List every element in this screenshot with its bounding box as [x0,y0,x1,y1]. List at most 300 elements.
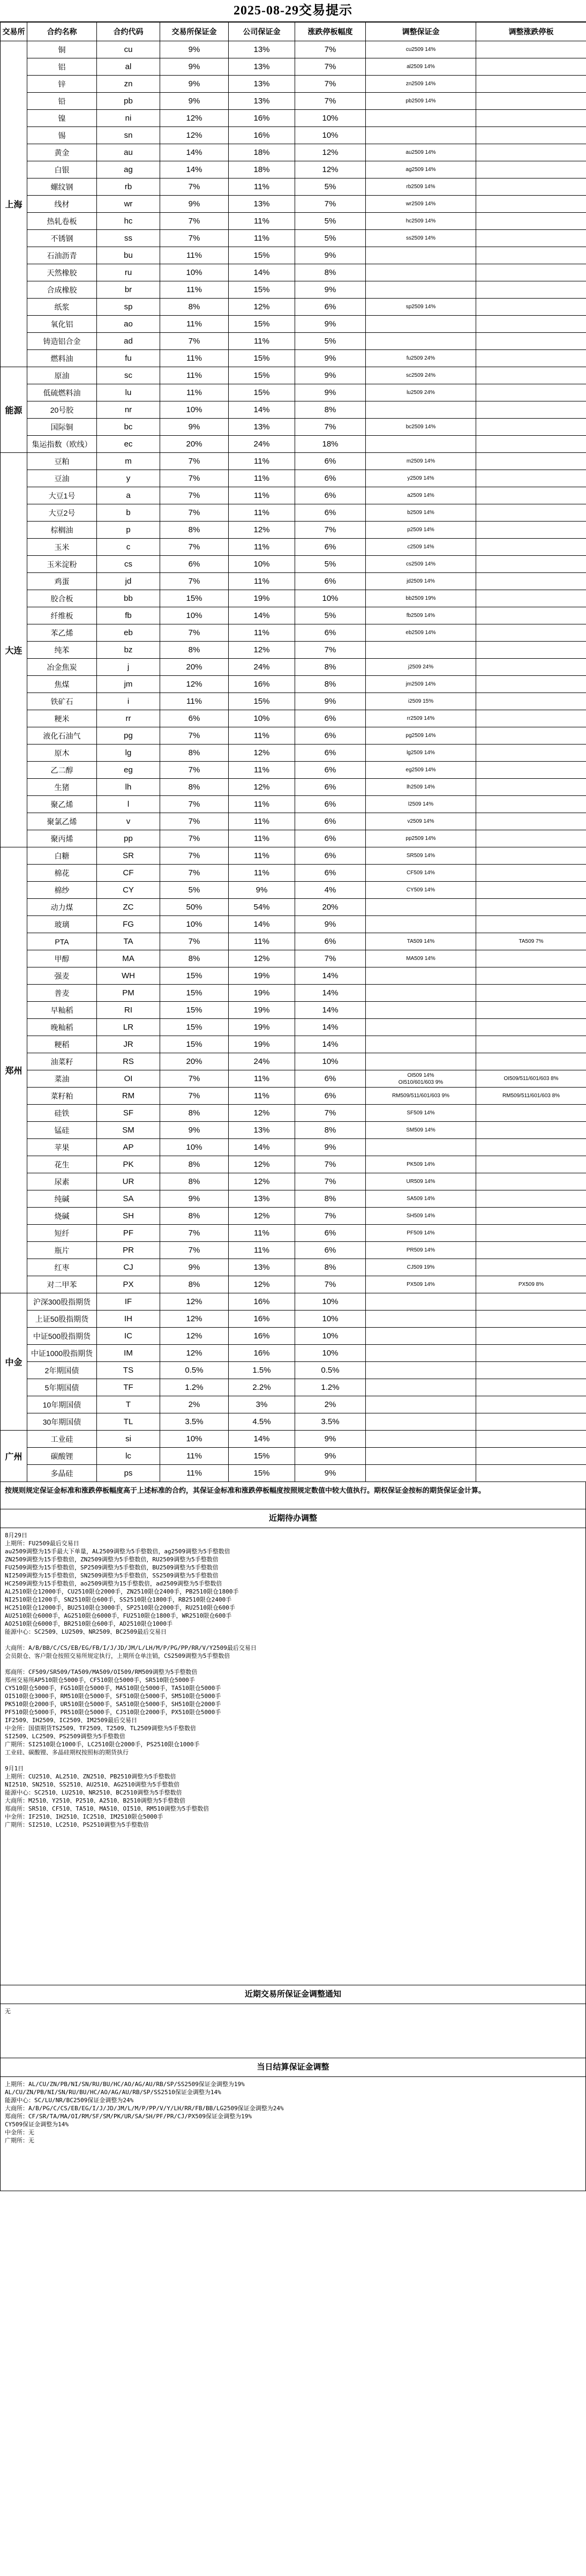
contract-name-cell: 粳稻 [27,1036,97,1053]
exchange-margin-cell: 8% [160,779,229,796]
company-margin-cell: 11% [229,573,295,590]
contract-name-cell: 棉花 [27,865,97,882]
table-row [1,659,586,676]
table-row [1,522,586,539]
page-title: 2025-08-29交易提示 [0,0,586,22]
company-margin-cell: 16% [229,1328,295,1345]
price-limit-cell: 8% [295,401,366,419]
adjusted-margin-cell [366,1053,476,1070]
adjusted-margin-cell [366,1019,476,1036]
upcoming-body: 无 [0,2004,586,2058]
price-limit-cell: 8% [295,1190,366,1208]
adjusted-limit-cell [476,710,586,727]
contract-code-cell: lu [97,384,160,401]
company-margin-cell: 14% [229,1139,295,1156]
adjusted-limit-cell [476,470,586,487]
price-limit-cell: 10% [295,110,366,127]
contract-name-cell: 锌 [27,76,97,93]
price-limit-cell: 7% [295,93,366,110]
adjusted-limit-cell [476,899,586,916]
contract-name-cell: 大豆1号 [27,487,97,504]
adjusted-margin-cell: b2509 14% [366,504,476,522]
adjusted-limit-cell [476,882,586,899]
adjusted-margin-cell: rr2509 14% [366,710,476,727]
table-row [1,539,586,556]
table-row [1,1431,586,1448]
price-limit-cell: 7% [295,1105,366,1122]
price-limit-cell: 2% [295,1396,366,1413]
contract-code-cell: ag [97,161,160,178]
adjusted-margin-cell: hc2509 14% [366,213,476,230]
company-margin-cell: 10% [229,710,295,727]
contract-name-cell: 菜油 [27,1070,97,1088]
table-row [1,1088,586,1105]
table-row [1,299,586,316]
table-row [1,1190,586,1208]
price-limit-cell: 5% [295,333,366,350]
company-margin-cell: 12% [229,642,295,659]
exchange-margin-cell: 7% [160,933,229,950]
price-limit-cell: 10% [295,1345,366,1362]
contract-name-cell: 线材 [27,196,97,213]
adjusted-limit-cell [476,58,586,76]
exchange-margin-cell: 8% [160,642,229,659]
company-margin-cell: 11% [229,1088,295,1105]
price-limit-cell: 10% [295,1311,366,1328]
company-margin-cell: 14% [229,916,295,933]
adjusted-margin-cell: sc2509 24% [366,367,476,384]
company-margin-cell: 19% [229,1036,295,1053]
exchange-margin-cell: 7% [160,487,229,504]
adjusted-limit-cell [476,1293,586,1311]
adjusted-margin-cell [366,264,476,281]
table-row [1,813,586,830]
table-row [1,281,586,299]
table-row [1,1019,586,1036]
table-row [1,350,586,367]
company-margin-cell: 11% [229,796,295,813]
adjusted-margin-cell: pp2509 14% [366,830,476,847]
company-margin-cell: 13% [229,1190,295,1208]
exchange-margin-cell: 7% [160,727,229,744]
price-limit-cell: 18% [295,436,366,453]
company-margin-cell: 13% [229,58,295,76]
contract-code-cell: PR [97,1242,160,1259]
contract-name-cell: 纯苯 [27,642,97,659]
exchange-margin-cell: 5% [160,882,229,899]
company-margin-cell: 24% [229,659,295,676]
contract-name-cell: 铝 [27,58,97,76]
price-limit-cell: 9% [295,1448,366,1465]
adjusted-margin-cell: jd2509 14% [366,573,476,590]
adjusted-margin-cell: CY509 14% [366,882,476,899]
exchange-margin-cell: 8% [160,744,229,762]
contract-name-cell: 氧化铝 [27,316,97,333]
contract-code-cell: TF [97,1379,160,1396]
table-row [1,1122,586,1139]
exchange-margin-cell: 7% [160,624,229,642]
contract-name-cell: 乙二醇 [27,762,97,779]
table-row [1,436,586,453]
company-margin-cell: 13% [229,41,295,58]
near-term-heading: 近期待办调整 [0,1509,586,1528]
contract-code-cell: ni [97,110,160,127]
adjusted-margin-cell: l2509 14% [366,796,476,813]
contract-name-cell: 螺纹钢 [27,178,97,196]
company-margin-cell: 15% [229,316,295,333]
adjusted-margin-cell: au2509 14% [366,144,476,161]
adjusted-limit-cell [476,1002,586,1019]
contract-name-cell: 硅铁 [27,1105,97,1122]
table-row [1,1311,586,1328]
exchange-margin-cell: 11% [160,693,229,710]
adjusted-limit-cell [476,1328,586,1345]
contract-code-cell: PF [97,1225,160,1242]
price-limit-cell: 10% [295,1328,366,1345]
exchange-margin-cell: 20% [160,659,229,676]
company-margin-cell: 11% [229,762,295,779]
exchange-cell: 上海 [1,41,27,367]
table-row [1,1225,586,1242]
adjusted-margin-cell [366,1139,476,1156]
adjusted-margin-cell [366,1362,476,1379]
exchange-margin-cell: 9% [160,76,229,93]
contract-name-cell: 原油 [27,367,97,384]
company-margin-cell: 15% [229,247,295,264]
adjusted-margin-cell [366,916,476,933]
adjusted-margin-cell [366,1002,476,1019]
exchange-margin-cell: 10% [160,401,229,419]
company-margin-cell: 12% [229,522,295,539]
adjusted-limit-cell [476,916,586,933]
price-limit-cell: 8% [295,264,366,281]
table-row [1,830,586,847]
price-limit-cell: 9% [295,367,366,384]
exchange-margin-cell: 11% [160,316,229,333]
adjusted-margin-cell: PX509 14% [366,1276,476,1293]
adjusted-limit-cell [476,1156,586,1173]
contract-code-cell: UR [97,1173,160,1190]
table-row [1,487,586,504]
adjusted-limit-cell [476,196,586,213]
exchange-margin-cell: 7% [160,1242,229,1259]
contract-name-cell: 油菜籽 [27,1053,97,1070]
adjusted-limit-cell [476,436,586,453]
contract-code-cell: LR [97,1019,160,1036]
adjusted-limit-cell [476,539,586,556]
adjusted-limit-cell [476,299,586,316]
exchange-margin-cell: 12% [160,110,229,127]
contract-code-cell: au [97,144,160,161]
exchange-margin-cell: 6% [160,556,229,573]
exchange-cell: 中金 [1,1293,27,1431]
contract-code-cell: SF [97,1105,160,1122]
company-margin-cell: 15% [229,281,295,299]
contract-name-cell: 玻璃 [27,916,97,933]
adjusted-margin-cell: eg2509 14% [366,762,476,779]
adjusted-limit-cell [476,213,586,230]
contract-name-cell: 白糖 [27,847,97,865]
contract-name-cell: 甲醇 [27,950,97,967]
adjusted-limit-cell [476,144,586,161]
table-row [1,144,586,161]
table-row [1,1002,586,1019]
exchange-margin-cell: 8% [160,1276,229,1293]
contract-name-cell: 纯碱 [27,1190,97,1208]
contract-code-cell: CJ [97,1259,160,1276]
adjusted-limit-cell [476,161,586,178]
adjusted-margin-cell: eb2509 14% [366,624,476,642]
table-row [1,1293,586,1311]
contract-name-cell: 动力煤 [27,899,97,916]
exchange-margin-cell: 10% [160,607,229,624]
contract-code-cell: RS [97,1053,160,1070]
contract-name-cell: 碳酸锂 [27,1448,97,1465]
price-limit-cell: 8% [295,659,366,676]
table-row [1,847,586,865]
company-margin-cell: 11% [229,1242,295,1259]
contract-name-cell: 鸡蛋 [27,573,97,590]
exchange-margin-cell: 8% [160,522,229,539]
price-limit-cell: 9% [295,1139,366,1156]
adjusted-limit-cell [476,624,586,642]
adjusted-margin-cell [366,1328,476,1345]
contract-name-cell: 镍 [27,110,97,127]
price-limit-cell: 0.5% [295,1362,366,1379]
contract-code-cell: bc [97,419,160,436]
contract-name-cell: 2年期国债 [27,1362,97,1379]
adjusted-limit-cell [476,830,586,847]
company-margin-cell: 11% [229,230,295,247]
exchange-cell: 郑州 [1,847,27,1293]
table-row [1,727,586,744]
adjusted-limit-cell [476,1208,586,1225]
contract-code-cell: SM [97,1122,160,1139]
price-limit-cell: 12% [295,144,366,161]
table-row [1,1379,586,1396]
exchange-margin-cell: 9% [160,58,229,76]
contract-code-cell: IC [97,1328,160,1345]
exchange-margin-cell: 1.2% [160,1379,229,1396]
contract-code-cell: v [97,813,160,830]
contract-code-cell: pb [97,93,160,110]
exchange-margin-cell: 11% [160,384,229,401]
exchange-margin-cell: 20% [160,436,229,453]
adjusted-limit-cell [476,967,586,985]
adjusted-limit-cell [476,607,586,624]
company-margin-cell: 15% [229,1465,295,1482]
price-limit-cell: 10% [295,1053,366,1070]
company-margin-cell: 19% [229,967,295,985]
company-margin-cell: 11% [229,847,295,865]
contract-code-cell: wr [97,196,160,213]
contract-code-cell: ec [97,436,160,453]
adjusted-margin-cell: m2509 14% [366,453,476,470]
adjusted-margin-cell: pb2509 14% [366,93,476,110]
table-row [1,556,586,573]
exchange-margin-cell: 10% [160,1431,229,1448]
adjusted-limit-cell [476,384,586,401]
adjusted-limit-cell [476,1019,586,1036]
table-row [1,1053,586,1070]
adjusted-limit-cell [476,487,586,504]
company-margin-cell: 11% [229,470,295,487]
contract-name-cell: 沪深300股指期货 [27,1293,97,1311]
price-limit-cell: 6% [295,762,366,779]
adjusted-limit-cell [476,1311,586,1328]
contract-code-cell: nr [97,401,160,419]
contract-name-cell: 短纤 [27,1225,97,1242]
contract-code-cell: IM [97,1345,160,1362]
price-limit-cell: 5% [295,556,366,573]
price-limit-cell: 6% [295,813,366,830]
table-row [1,865,586,882]
price-limit-cell: 6% [295,1088,366,1105]
adjusted-margin-cell [366,1396,476,1413]
adjusted-limit-cell: TA509 7% [476,933,586,950]
exchange-margin-cell: 15% [160,967,229,985]
contract-name-cell: 聚氯乙烯 [27,813,97,830]
company-margin-cell: 19% [229,590,295,607]
contract-code-cell: ad [97,333,160,350]
table-row [1,1259,586,1276]
table-row [1,127,586,144]
company-margin-cell: 19% [229,1019,295,1036]
table-row [1,933,586,950]
price-limit-cell: 6% [295,865,366,882]
price-limit-cell: 5% [295,213,366,230]
exchange-margin-cell: 15% [160,1036,229,1053]
adjusted-margin-cell: a2509 14% [366,487,476,504]
settlement-body: 上期所：AL/CU/ZN/PB/NI/SN/RU/BU/HC/AO/AG/AU/RB/SP/SS2509保证金调整为19% AL/CU/ZN/PB/NI/SN/RU/BU/HC/AO/AG/AU/RB/SP/SS2510保证金调整为14% 能源中心：SC/LU/NR/BC2509保证金调整为24% 大商所：A/B/PG/C/CS/EB/EG/I/J/JD/JM/L/M/P/PP/V/Y/LH/RR/FB/BB/LG2509保证金调整为24% 郑商所：CF/SR/TA/MA/OI/RM/SF/SM/PK/UR/SA/SH/PF/PR/CJ/PX509保证金调整为19% CY509保证金调整为14% 中金所：无 广期所：无 [0,2077,586,2191]
price-limit-cell: 9% [295,350,366,367]
price-limit-cell: 6% [295,573,366,590]
contract-code-cell: lg [97,744,160,762]
company-margin-cell: 12% [229,1208,295,1225]
adjusted-limit-cell [476,1413,586,1431]
adjusted-limit-cell [476,1259,586,1276]
table-row [1,1465,586,1482]
company-margin-cell: 13% [229,419,295,436]
col-header-contract-code: 合约代码 [97,23,160,41]
settlement-heading: 当日结算保证金调整 [0,2058,586,2077]
exchange-margin-cell: 14% [160,161,229,178]
table-row [1,504,586,522]
exchange-margin-cell: 11% [160,367,229,384]
company-margin-cell: 10% [229,556,295,573]
table-row [1,93,586,110]
table-row [1,1070,586,1088]
price-limit-cell: 6% [295,727,366,744]
contract-code-cell: SA [97,1190,160,1208]
adjusted-margin-cell [366,1413,476,1431]
adjusted-limit-cell [476,127,586,144]
table-row [1,744,586,762]
price-limit-cell: 14% [295,1002,366,1019]
company-margin-cell: 11% [229,865,295,882]
contract-name-cell: 花生 [27,1156,97,1173]
adjusted-margin-cell [366,247,476,264]
price-limit-cell: 7% [295,1156,366,1173]
rule-note: 按规则规定保证金标准和涨跌停板幅度高于上述标准的合约，其保证金标准和涨跌停板幅度按照规定数值中较大值执行。期权保证金按标的期货保证金计算。 [0,1482,586,1509]
contract-name-cell: 纤维板 [27,607,97,624]
adjusted-limit-cell [476,247,586,264]
contract-name-cell: 晚籼稻 [27,1019,97,1036]
table-row [1,161,586,178]
price-limit-cell: 6% [295,504,366,522]
table-row [1,264,586,281]
exchange-margin-cell: 12% [160,676,229,693]
company-margin-cell: 12% [229,1156,295,1173]
contract-name-cell: 棉纱 [27,882,97,899]
table-row [1,1413,586,1431]
table-row [1,453,586,470]
adjusted-margin-cell [366,281,476,299]
price-limit-cell: 3.5% [295,1413,366,1431]
adjusted-margin-cell: SH509 14% [366,1208,476,1225]
exchange-margin-cell: 9% [160,1122,229,1139]
adjusted-margin-cell [366,1311,476,1328]
adjusted-margin-cell: PR509 14% [366,1242,476,1259]
contract-code-cell: MA [97,950,160,967]
company-margin-cell: 12% [229,1105,295,1122]
contract-code-cell: bu [97,247,160,264]
adjusted-limit-cell [476,41,586,58]
company-margin-cell: 19% [229,985,295,1002]
price-limit-cell: 14% [295,1019,366,1036]
adjusted-limit-cell [476,76,586,93]
adjusted-margin-cell: CF509 14% [366,865,476,882]
company-margin-cell: 11% [229,1070,295,1088]
price-limit-cell: 6% [295,453,366,470]
contract-name-cell: 铅 [27,93,97,110]
exchange-margin-cell: 7% [160,573,229,590]
contract-name-cell: 中证500股指期货 [27,1328,97,1345]
exchange-margin-cell: 15% [160,590,229,607]
table-row [1,1362,586,1379]
company-margin-cell: 15% [229,367,295,384]
contract-name-cell: 豆油 [27,470,97,487]
table-row [1,1345,586,1362]
company-margin-cell: 14% [229,607,295,624]
exchange-margin-cell: 15% [160,1019,229,1036]
contract-name-cell: 国际铜 [27,419,97,436]
exchange-margin-cell: 7% [160,230,229,247]
company-margin-cell: 16% [229,1345,295,1362]
table-row [1,1448,586,1465]
contract-name-cell: 铸造铝合金 [27,333,97,350]
contract-name-cell: 对二甲苯 [27,1276,97,1293]
table-row [1,779,586,796]
adjusted-limit-cell [476,419,586,436]
company-margin-cell: 11% [229,487,295,504]
near-term-body: 8月29日 上期所：FU2509最后交易日 au2509调整为15手最大下单量，AL2509调整为5手整数倍，ag2509调整为5手整数倍 ZN2509调整为15手整数倍，ZN2509调整为5手整数倍，RU2509调整为5手整数倍 FU2509调整为15手整数倍，SP2509调整为5手整数倍，BU2509调整为5手整数倍 NI2509调整为15手整数倍，SN2509调整为5手整数倍，SS2509调整为5手整数倍 HC2509调整为15手整数倍，ao2509调整为15手整数倍，ad2509调整为5手整数倍 AL2510限仓12000手，CU2510限仓2000手，ZN2510限仓2400手，PB2510限仓1800手 NI2510限仓1200手，SN2510限仓600手，SS2510限仓1800手，RB2510限仓2400手 HC2510限仓12000手，BU2510限仓3000手，SP2510限仓2000手，RU2510限仓600手 AU2510限仓6000手，AG2510限仓6000手，FU2510限仓1800手，WR2510限仓600手 AO2510限仓6000手，BR2510限仓600手，AD2510限仓1000手 能源中心：SC2509、LU2509、NR2509、BC2509最后交易日 大商所：A/B/BB/C/CS/EB/EG/FB/I/J/JD/JM/L/LH/M/P/PG/PP/RR/V/Y2509最后交易日 会员限仓、客户限仓按照交易所规定执行，上期所仓单注销，CS2509调整为5手整数倍 郑商所：CF509/SR509/TA509/MA509/OI509/RM509调整为5手整数倍 郑州交易所AP510限仓5000手，CF510限仓5000手，SR510限仓5000手 CY510限仓5000手，FG510限仓5000手，MA510限仓5000手，TA510限仓5000手 OI510限仓3000手，RM510限仓5000手，SF510限仓5000手，SM510限仓5000手 PK510限仓2000手，UR510限仓5000手，SA510限仓5000手，SH510限仓2000手 PF510限仓5000手，PR510限仓5000手，CJ510限仓2000手，PX510限仓5000手 IF2509、IH2509、IC2509、IM2509最后交易日 中金所：国债期货TS2509、TF2509、T2509、TL2509调整为5手整数倍 SI2509、LC2509、PS2509调整为5手整数倍 广期所：SI2510限仓1000手，LC2510限仓2000手，PS2510限仓1000手 工业硅、碳酸锂、多晶硅期权按照标的期货执行 9月1日 上期所：CU2510、AL2510、ZN2510、PB2510调整为5手整数倍 NI2510、SN2510、SS2510、AU2510、AG2510调整为5手整数倍 能源中心：SC2510、LU2510、NR2510、BC2510调整为5手整数倍 大商所：M2510、Y2510、P2510、A2510、B2510调整为5手整数倍 郑商所：SR510、CF510、TA510、MA510、OI510、RM510调整为5手整数倍 中金所：IF2510、IH2510、IC2510、IM2510限仓5000手 广期所：SI2510、LC2510、PS2510调整为5手整数倍 [0,1528,586,1985]
contract-code-cell: ss [97,230,160,247]
adjusted-limit-cell [476,676,586,693]
adjusted-limit-cell [476,642,586,659]
exchange-margin-cell: 7% [160,1225,229,1242]
contract-code-cell: eg [97,762,160,779]
price-limit-cell: 14% [295,1036,366,1053]
adjusted-limit-cell [476,453,586,470]
adjusted-margin-cell: fb2509 14% [366,607,476,624]
company-margin-cell: 11% [229,727,295,744]
table-row [1,796,586,813]
price-limit-cell: 6% [295,1242,366,1259]
contract-code-cell: ps [97,1465,160,1482]
contract-code-cell: cu [97,41,160,58]
company-margin-cell: 15% [229,350,295,367]
